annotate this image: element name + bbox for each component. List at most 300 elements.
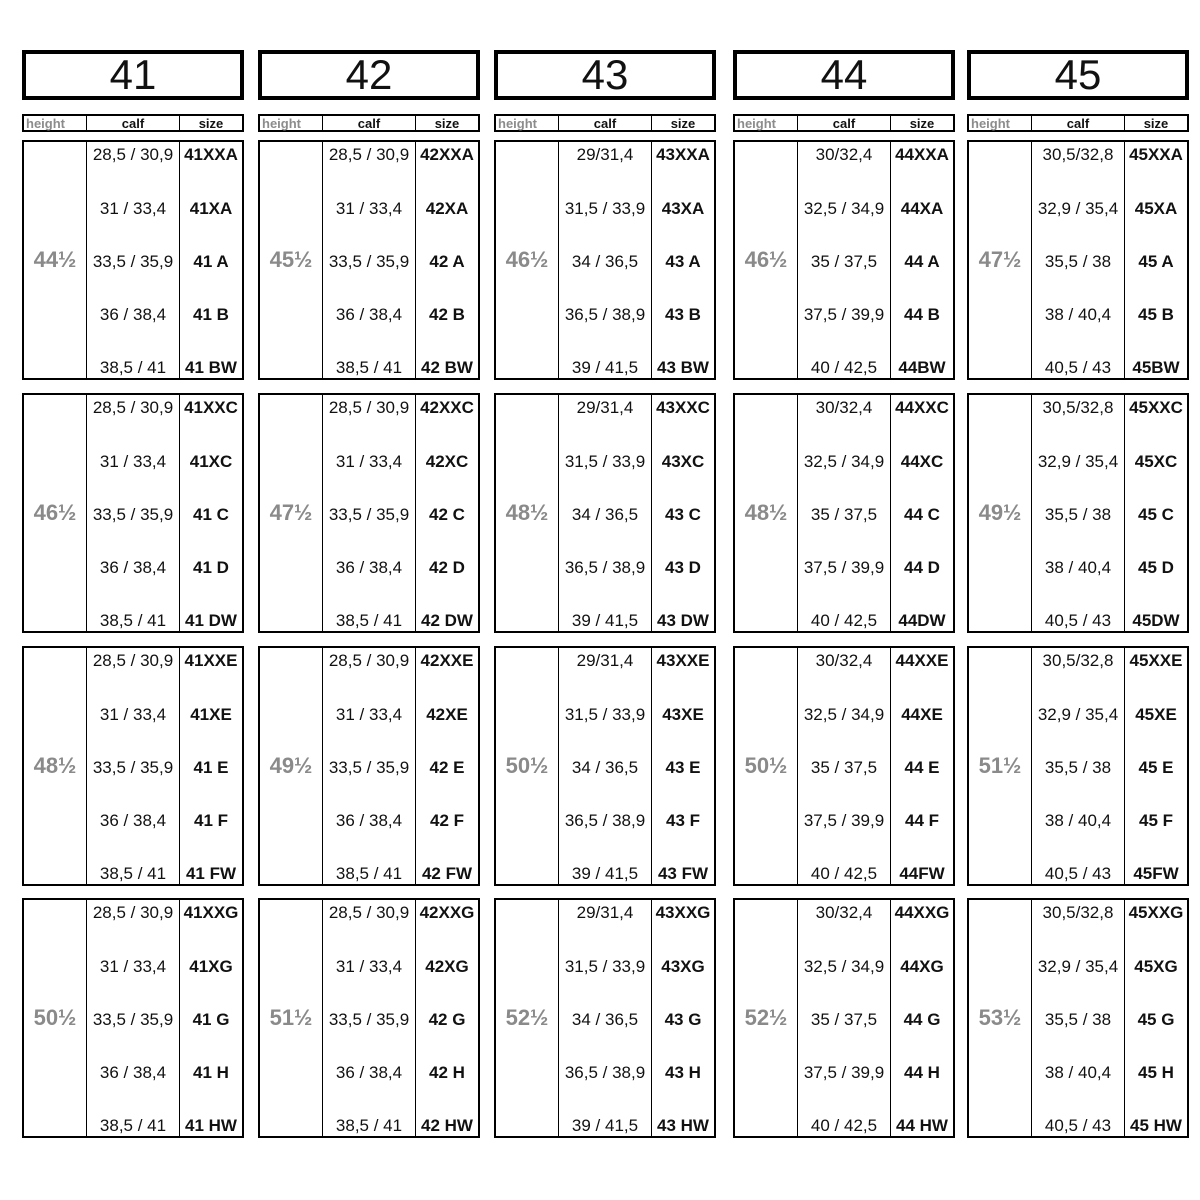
size-block: [22, 898, 244, 1138]
calf-range: 38,5 / 41: [99, 358, 167, 377]
calf-range: 30/32,4: [815, 651, 873, 670]
size-code: 43XA: [661, 199, 705, 218]
calf-column: [798, 900, 891, 1136]
calf-range: 31,5 / 33,9: [564, 199, 646, 218]
calf-range: 36,5 / 38,9: [564, 811, 646, 830]
calf-column: [559, 395, 652, 631]
height-value: 48½: [24, 648, 87, 884]
size-code: 45 E: [1138, 758, 1174, 777]
column-header-row: [258, 114, 480, 132]
height-value: 44½: [24, 142, 87, 378]
size-code: 41 G: [192, 1010, 230, 1029]
calf-range: 35,5 / 38: [1044, 252, 1112, 271]
size-code: 43 F: [665, 811, 701, 830]
calf-range: 40,5 / 43: [1044, 1116, 1112, 1135]
calf-header: calf: [87, 116, 180, 130]
calf-range: 28,5 / 30,9: [328, 651, 410, 670]
size-header: 43: [494, 50, 716, 100]
size-code-column: [1125, 648, 1187, 884]
size-code: 42 DW: [421, 611, 473, 630]
size-code: 41XXG: [183, 903, 239, 922]
calf-range: 30,5/32,8: [1042, 398, 1114, 417]
size-code-column: [652, 395, 714, 631]
size-code: 43 D: [665, 558, 701, 577]
size-code-column: [180, 648, 242, 884]
size-code: 44 A: [904, 252, 940, 271]
size-code: 44XA: [900, 199, 944, 218]
calf-column: [559, 142, 652, 378]
size-block: [258, 898, 480, 1138]
size-block: [258, 140, 480, 380]
calf-range: 36 / 38,4: [99, 558, 167, 577]
calf-range: 30,5/32,8: [1042, 651, 1114, 670]
calf-range: 28,5 / 30,9: [92, 145, 174, 164]
size-code: 42XXA: [420, 145, 474, 164]
calf-range: 35 / 37,5: [810, 505, 878, 524]
size-code: 42 E: [429, 758, 465, 777]
calf-range: 36 / 38,4: [335, 811, 403, 830]
calf-range: 30/32,4: [815, 398, 873, 417]
calf-range: 31 / 33,4: [335, 705, 403, 724]
size-code-column: [891, 395, 953, 631]
size-code-column: [416, 648, 478, 884]
size-code: 43XXG: [655, 903, 711, 922]
size-code: 44FW: [899, 864, 945, 883]
calf-range: 36 / 38,4: [99, 305, 167, 324]
size-code: 41XXE: [184, 651, 238, 670]
size-code: 42 F: [429, 811, 465, 830]
calf-column: [1032, 648, 1125, 884]
calf-range: 34 / 36,5: [571, 252, 639, 271]
calf-range: 32,9 / 35,4: [1037, 452, 1119, 471]
size-code: 43 H: [665, 1063, 701, 1082]
calf-column: [559, 648, 652, 884]
size-block: [733, 646, 955, 886]
size-code: 42XXE: [420, 651, 474, 670]
calf-range: 31 / 33,4: [99, 452, 167, 471]
calf-range: 33,5 / 35,9: [328, 1010, 410, 1029]
calf-column: [798, 395, 891, 631]
size-code: 41XA: [189, 199, 233, 218]
size-code: 42 BW: [421, 358, 473, 377]
size-code: 44XC: [900, 452, 944, 471]
calf-header: calf: [559, 116, 652, 130]
size-code: 42XC: [425, 452, 469, 471]
size-code: 45XXE: [1129, 651, 1183, 670]
size-code: 44BW: [898, 358, 946, 377]
calf-range: 37,5 / 39,9: [803, 558, 885, 577]
size-code: 44 B: [904, 305, 940, 324]
size-code: 41 F: [193, 811, 229, 830]
calf-column: [323, 900, 416, 1136]
calf-range: 40 / 42,5: [810, 1116, 878, 1135]
calf-header: calf: [1032, 116, 1125, 130]
height-header: height: [24, 116, 87, 130]
size-block: [967, 140, 1189, 380]
size-code: 41 BW: [185, 358, 237, 377]
calf-column: [559, 900, 652, 1136]
size-code: 42XG: [425, 957, 469, 976]
calf-range: 35,5 / 38: [1044, 505, 1112, 524]
size-code: 43 G: [664, 1010, 702, 1029]
size-code-column: [180, 142, 242, 378]
calf-range: 40 / 42,5: [810, 358, 878, 377]
calf-range: 40 / 42,5: [810, 611, 878, 630]
calf-range: 36 / 38,4: [99, 1063, 167, 1082]
size-code: 41 E: [193, 758, 229, 777]
height-value: 47½: [969, 142, 1032, 378]
calf-range: 33,5 / 35,9: [328, 758, 410, 777]
size-code: 41XXA: [184, 145, 238, 164]
calf-range: 30,5/32,8: [1042, 145, 1114, 164]
calf-range: 31,5 / 33,9: [564, 705, 646, 724]
size-code: 42 HW: [421, 1116, 473, 1135]
size-col-header: size: [434, 115, 460, 131]
calf-range: 33,5 / 35,9: [328, 505, 410, 524]
height-value: 46½: [496, 142, 559, 378]
calf-range: 32,9 / 35,4: [1037, 705, 1119, 724]
size-code: 44XXC: [895, 398, 949, 417]
calf-range: 37,5 / 39,9: [803, 1063, 885, 1082]
size-code: 42 FW: [421, 864, 473, 883]
calf-range: 38,5 / 41: [335, 358, 403, 377]
calf-range: 35,5 / 38: [1044, 758, 1112, 777]
size-code: 44DW: [898, 611, 946, 630]
calf-range: 38,5 / 41: [335, 1116, 403, 1135]
size-code: 44XXG: [894, 903, 950, 922]
size-block: [733, 393, 955, 633]
size-code-column: [1125, 900, 1187, 1136]
size-col-header: size: [198, 115, 224, 131]
calf-range: 29/31,4: [576, 145, 634, 164]
calf-range: 39 / 41,5: [571, 864, 639, 883]
calf-range: 29/31,4: [576, 398, 634, 417]
height-value: 50½: [735, 648, 798, 884]
size-code: 45XE: [1135, 705, 1177, 724]
column-header-row: [494, 114, 716, 132]
calf-header: calf: [798, 116, 891, 130]
calf-range: 29/31,4: [576, 651, 634, 670]
calf-column: [87, 395, 180, 631]
size-code: 41 FW: [185, 864, 237, 883]
calf-range: 31 / 33,4: [335, 957, 403, 976]
size-code: 45 A: [1138, 252, 1174, 271]
size-code: 43 HW: [657, 1116, 709, 1135]
height-value: 53½: [969, 900, 1032, 1136]
size-code: 44 HW: [896, 1116, 948, 1135]
size-code: 41 DW: [185, 611, 237, 630]
calf-column: [1032, 142, 1125, 378]
size-code: 45FW: [1133, 864, 1179, 883]
size-code: 43XC: [661, 452, 705, 471]
height-value: 49½: [969, 395, 1032, 631]
calf-range: 36 / 38,4: [335, 1063, 403, 1082]
size-block: [258, 646, 480, 886]
calf-range: 32,5 / 34,9: [803, 199, 885, 218]
calf-range: 40 / 42,5: [810, 864, 878, 883]
calf-range: 32,9 / 35,4: [1037, 199, 1119, 218]
size-code-column: [652, 648, 714, 884]
size-code-column: [652, 142, 714, 378]
height-header: height: [735, 116, 798, 130]
size-code: 42XXG: [419, 903, 475, 922]
calf-range: 36,5 / 38,9: [564, 558, 646, 577]
size-code: 43 FW: [657, 864, 709, 883]
size-code: 43 A: [665, 252, 701, 271]
size-col-header: size: [670, 115, 696, 131]
size-block: [967, 646, 1189, 886]
height-value: 48½: [735, 395, 798, 631]
calf-range: 33,5 / 35,9: [92, 1010, 174, 1029]
calf-range: 28,5 / 30,9: [328, 903, 410, 922]
calf-range: 31 / 33,4: [99, 199, 167, 218]
calf-range: 32,5 / 34,9: [803, 705, 885, 724]
size-code-column: [180, 900, 242, 1136]
size-code: 41 B: [193, 305, 229, 324]
size-code: 43 E: [665, 758, 701, 777]
calf-range: 32,9 / 35,4: [1037, 957, 1119, 976]
calf-range: 36 / 38,4: [99, 811, 167, 830]
size-code: 44XXA: [895, 145, 949, 164]
calf-range: 30,5/32,8: [1042, 903, 1114, 922]
calf-range: 36 / 38,4: [335, 305, 403, 324]
size-block: [22, 140, 244, 380]
calf-column: [798, 142, 891, 378]
calf-range: 32,5 / 34,9: [803, 452, 885, 471]
size-header: 45: [967, 50, 1189, 100]
calf-range: 28,5 / 30,9: [328, 145, 410, 164]
size-code: 41XXC: [184, 398, 238, 417]
size-code: 44 D: [904, 558, 940, 577]
calf-column: [323, 648, 416, 884]
size-code: 41 A: [193, 252, 229, 271]
calf-range: 38,5 / 41: [99, 611, 167, 630]
size-code: 42 C: [429, 505, 465, 524]
size-code: 42 B: [429, 305, 465, 324]
calf-range: 37,5 / 39,9: [803, 811, 885, 830]
size-block: [733, 898, 955, 1138]
height-value: 51½: [260, 900, 323, 1136]
size-code: 41 D: [193, 558, 229, 577]
size-col-header: size: [1143, 115, 1169, 131]
size-block: [258, 393, 480, 633]
height-value: 50½: [24, 900, 87, 1136]
size-code: 43XXE: [656, 651, 710, 670]
size-block: [22, 393, 244, 633]
calf-range: 38 / 40,4: [1044, 305, 1112, 324]
size-block: [967, 393, 1189, 633]
height-header: height: [260, 116, 323, 130]
size-code: 44XE: [901, 705, 943, 724]
calf-range: 36,5 / 38,9: [564, 1063, 646, 1082]
calf-range: 30/32,4: [815, 145, 873, 164]
size-code: 42 D: [429, 558, 465, 577]
size-code-column: [416, 142, 478, 378]
calf-column: [87, 900, 180, 1136]
calf-range: 38,5 / 41: [99, 1116, 167, 1135]
size-code: 43 C: [665, 505, 701, 524]
size-block: [22, 646, 244, 886]
height-value: 50½: [496, 648, 559, 884]
calf-range: 28,5 / 30,9: [92, 651, 174, 670]
size-code-column: [891, 142, 953, 378]
size-code: 45 C: [1138, 505, 1174, 524]
calf-range: 33,5 / 35,9: [92, 505, 174, 524]
size-code-column: [1125, 395, 1187, 631]
size-code: 44 E: [904, 758, 940, 777]
calf-column: [87, 648, 180, 884]
size-code: 43 B: [665, 305, 701, 324]
calf-column: [87, 142, 180, 378]
size-code: 43XXC: [656, 398, 710, 417]
calf-range: 28,5 / 30,9: [328, 398, 410, 417]
size-code: 45XXA: [1129, 145, 1183, 164]
size-code: 45BW: [1132, 358, 1180, 377]
calf-range: 31,5 / 33,9: [564, 452, 646, 471]
calf-range: 35 / 37,5: [810, 1010, 878, 1029]
calf-range: 40,5 / 43: [1044, 358, 1112, 377]
size-code: 45 F: [1138, 811, 1174, 830]
size-code-column: [416, 900, 478, 1136]
height-value: 51½: [969, 648, 1032, 884]
size-code: 42XXC: [420, 398, 474, 417]
size-code: 44XXE: [895, 651, 949, 670]
calf-range: 35 / 37,5: [810, 252, 878, 271]
size-block: [494, 393, 716, 633]
size-code: 41 HW: [185, 1116, 237, 1135]
calf-range: 35 / 37,5: [810, 758, 878, 777]
size-code: 44 C: [904, 505, 940, 524]
size-header: 41: [22, 50, 244, 100]
calf-range: 28,5 / 30,9: [92, 398, 174, 417]
calf-range: 34 / 36,5: [571, 505, 639, 524]
calf-range: 33,5 / 35,9: [92, 758, 174, 777]
height-value: 45½: [260, 142, 323, 378]
calf-range: 31 / 33,4: [99, 705, 167, 724]
size-block: [494, 646, 716, 886]
calf-range: 33,5 / 35,9: [328, 252, 410, 271]
size-code-column: [891, 900, 953, 1136]
size-code: 41 H: [193, 1063, 229, 1082]
calf-column: [1032, 395, 1125, 631]
size-code-column: [1125, 142, 1187, 378]
size-code: 45 D: [1138, 558, 1174, 577]
size-block: [494, 898, 716, 1138]
size-header: 44: [733, 50, 955, 100]
calf-header: calf: [323, 116, 416, 130]
size-code: 44XG: [900, 957, 944, 976]
height-value: 49½: [260, 648, 323, 884]
size-code: 45XXG: [1128, 903, 1184, 922]
size-code-column: [652, 900, 714, 1136]
calf-range: 37,5 / 39,9: [803, 305, 885, 324]
size-code: 43XE: [662, 705, 704, 724]
calf-range: 40,5 / 43: [1044, 611, 1112, 630]
size-code: 45XG: [1134, 957, 1178, 976]
height-header: height: [496, 116, 559, 130]
calf-range: 38,5 / 41: [335, 864, 403, 883]
size-code: 42 G: [428, 1010, 466, 1029]
calf-range: 35,5 / 38: [1044, 1010, 1112, 1029]
calf-column: [323, 142, 416, 378]
height-value: 48½: [496, 395, 559, 631]
calf-range: 39 / 41,5: [571, 611, 639, 630]
size-code: 44 G: [903, 1010, 941, 1029]
column-header-row: [22, 114, 244, 132]
size-code: 45XXC: [1129, 398, 1183, 417]
calf-range: 36 / 38,4: [335, 558, 403, 577]
calf-range: 34 / 36,5: [571, 758, 639, 777]
calf-range: 40,5 / 43: [1044, 864, 1112, 883]
size-code: 41XE: [190, 705, 232, 724]
size-code: 41 C: [193, 505, 229, 524]
size-code: 42 H: [429, 1063, 465, 1082]
calf-range: 30/32,4: [815, 903, 873, 922]
size-col-header: size: [909, 115, 935, 131]
size-code: 45DW: [1132, 611, 1180, 630]
calf-range: 32,5 / 34,9: [803, 957, 885, 976]
calf-column: [798, 648, 891, 884]
size-block: [967, 898, 1189, 1138]
height-value: 52½: [735, 900, 798, 1136]
calf-range: 39 / 41,5: [571, 358, 639, 377]
calf-range: 31,5 / 33,9: [564, 957, 646, 976]
calf-range: 38 / 40,4: [1044, 1063, 1112, 1082]
calf-range: 36,5 / 38,9: [564, 305, 646, 324]
size-code: 44 F: [904, 811, 940, 830]
size-code: 42 A: [429, 252, 465, 271]
size-code: 41XG: [189, 957, 233, 976]
size-code: 45 G: [1137, 1010, 1175, 1029]
height-value: 47½: [260, 395, 323, 631]
calf-column: [1032, 900, 1125, 1136]
size-code: 45XA: [1134, 199, 1178, 218]
size-code-column: [891, 648, 953, 884]
size-block: [733, 140, 955, 380]
height-value: 46½: [24, 395, 87, 631]
size-code: 42XE: [426, 705, 468, 724]
size-code-column: [416, 395, 478, 631]
size-code: 43XXA: [656, 145, 710, 164]
calf-range: 38,5 / 41: [99, 864, 167, 883]
size-code: 45 HW: [1130, 1116, 1182, 1135]
calf-range: 31 / 33,4: [99, 957, 167, 976]
size-code: 45 B: [1138, 305, 1174, 324]
calf-range: 31 / 33,4: [335, 199, 403, 218]
calf-range: 38 / 40,4: [1044, 558, 1112, 577]
calf-range: 33,5 / 35,9: [92, 252, 174, 271]
calf-column: [323, 395, 416, 631]
calf-range: 29/31,4: [576, 903, 634, 922]
size-code: 43 BW: [657, 358, 709, 377]
size-code: 43XG: [661, 957, 705, 976]
size-code-column: [180, 395, 242, 631]
height-header: height: [969, 116, 1032, 130]
size-code: 45 H: [1138, 1063, 1174, 1082]
size-header: 42: [258, 50, 480, 100]
calf-range: 34 / 36,5: [571, 1010, 639, 1029]
size-code: 42XA: [425, 199, 469, 218]
column-header-row: [733, 114, 955, 132]
calf-range: 31 / 33,4: [335, 452, 403, 471]
size-code: 45XC: [1134, 452, 1178, 471]
column-header-row: [967, 114, 1189, 132]
size-block: [494, 140, 716, 380]
height-value: 52½: [496, 900, 559, 1136]
calf-range: 38,5 / 41: [335, 611, 403, 630]
size-code: 41XC: [189, 452, 233, 471]
calf-range: 38 / 40,4: [1044, 811, 1112, 830]
